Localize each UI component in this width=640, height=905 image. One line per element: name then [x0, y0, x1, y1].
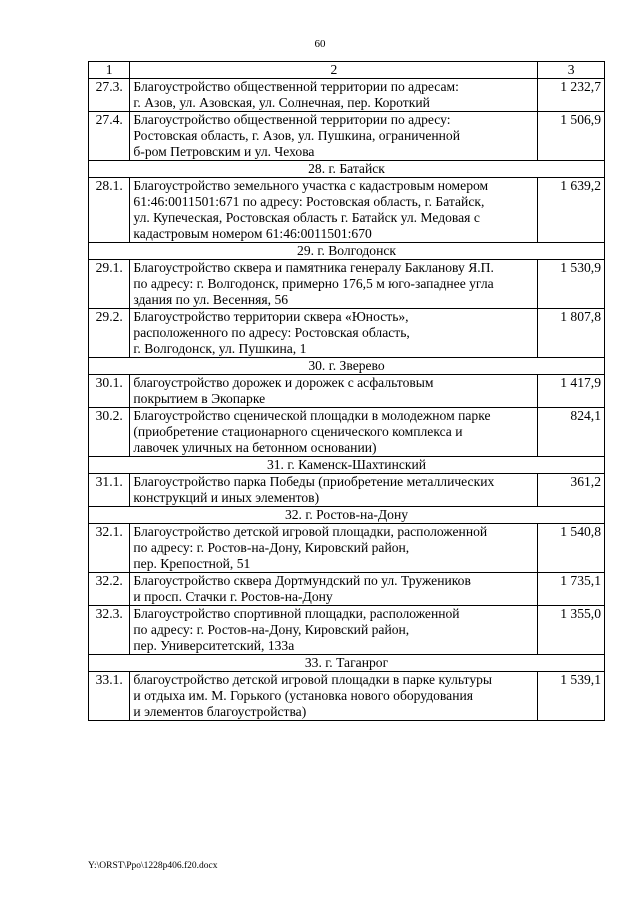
item-value: 1 232,7 [538, 79, 605, 112]
section-row [89, 507, 605, 524]
item-value: 361,2 [538, 474, 605, 507]
item-description: благоустройство детской игровой площадки в парке культуры и отдыха им. М. Горького (установка нового оборудования и элементов благоустройства) [130, 672, 538, 721]
item-number: 30.1. [89, 375, 130, 408]
table-row [89, 375, 605, 408]
table-header-row [89, 62, 605, 79]
item-value: 1 539,1 [538, 672, 605, 721]
item-value: 1 807,8 [538, 309, 605, 358]
table-body [89, 62, 605, 721]
item-value: 1 735,1 [538, 573, 605, 606]
table-row [89, 606, 605, 655]
item-value: 1 417,9 [538, 375, 605, 408]
section-title: 30. г. Зверево [89, 358, 605, 375]
item-description: Благоустройство сквера и памятника генералу Бакланову Я.П. по адресу: г. Волгодонск, примерно 176,5 м юго-западнее угла здания по ул. Весенняя, 56 [130, 260, 538, 309]
item-description: Благоустройство земельного участка с кадастровым номером 61:46:0011501:671 по адресу: Ростовская область, г. Батайск, ул. Купеческая, Ростовская область г. Батайск ул. Медовая с кадастровым номером 61:46:0011501:670 [130, 178, 538, 243]
item-value: 1 530,9 [538, 260, 605, 309]
item-value: 1 355,0 [538, 606, 605, 655]
item-number: 30.2. [89, 408, 130, 457]
footer-file-path: Y:\ORST\Ppo\1228p406.f20.docx [88, 861, 218, 871]
item-description: Благоустройство общественной территории по адресам: г. Азов, ул. Азовская, ул. Солнечная, пер. Короткий [130, 79, 538, 112]
budget-table [88, 61, 605, 721]
item-description: Благоустройство территории сквера «Юность», расположенного по адресу: Ростовская область, г. Волгодонск, ул. Пушкина, 1 [130, 309, 538, 358]
item-description: Благоустройство спортивной площадки, расположенной по адресу: г. Ростов-на-Дону, Кировский район, пер. Университетский, 133а [130, 606, 538, 655]
section-row [89, 243, 605, 260]
section-row [89, 358, 605, 375]
item-number: 28.1. [89, 178, 130, 243]
table-row [89, 474, 605, 507]
item-number: 27.4. [89, 112, 130, 161]
item-description: Благоустройство парка Победы (приобретение металлических конструкций и иных элементов) [130, 474, 538, 507]
item-description: благоустройство дорожек и дорожек с асфальтовым покрытием в Экопарке [130, 375, 538, 408]
item-description: Благоустройство сценической площадки в молодежном парке (приобретение стационарного сценического комплекса и лавочек уличных на бетонном основании) [130, 408, 538, 457]
item-description: Благоустройство сквера Дортмундский по ул. Тружеников и просп. Стачки г. Ростов-на-Дону [130, 573, 538, 606]
page-number: 60 [314, 38, 326, 50]
item-value: 1 506,9 [538, 112, 605, 161]
item-value: 1 639,2 [538, 178, 605, 243]
item-number: 32.1. [89, 524, 130, 573]
section-row [89, 161, 605, 178]
table-row [89, 178, 605, 243]
table-row [89, 79, 605, 112]
item-number: 33.1. [89, 672, 130, 721]
header-col-3: 3 [538, 62, 605, 79]
item-description: Благоустройство детской игровой площадки, расположенной по адресу: г. Ростов-на-Дону, Кировский район, пер. Крепостной, 51 [130, 524, 538, 573]
table-row [89, 309, 605, 358]
table-row [89, 112, 605, 161]
header-col-1: 1 [89, 62, 130, 79]
section-title: 28. г. Батайск [89, 161, 605, 178]
item-number: 31.1. [89, 474, 130, 507]
item-number: 29.2. [89, 309, 130, 358]
table-row [89, 260, 605, 309]
section-title: 31. г. Каменск-Шахтинский [89, 457, 605, 474]
item-number: 32.3. [89, 606, 130, 655]
section-title: 29. г. Волгодонск [89, 243, 605, 260]
item-number: 32.2. [89, 573, 130, 606]
item-value: 824,1 [538, 408, 605, 457]
section-row [89, 457, 605, 474]
table-row [89, 408, 605, 457]
item-description: Благоустройство общественной территории по адресу: Ростовская область, г. Азов, ул. Пушкина, ограниченной б-ром Петровским и ул. Чехова [130, 112, 538, 161]
section-title: 33. г. Таганрог [89, 655, 605, 672]
section-row [89, 655, 605, 672]
table-row [89, 524, 605, 573]
item-number: 29.1. [89, 260, 130, 309]
item-value: 1 540,8 [538, 524, 605, 573]
header-col-2: 2 [130, 62, 538, 79]
table-row [89, 672, 605, 721]
table-row [89, 573, 605, 606]
section-title: 32. г. Ростов-на-Дону [89, 507, 605, 524]
item-number: 27.3. [89, 79, 130, 112]
